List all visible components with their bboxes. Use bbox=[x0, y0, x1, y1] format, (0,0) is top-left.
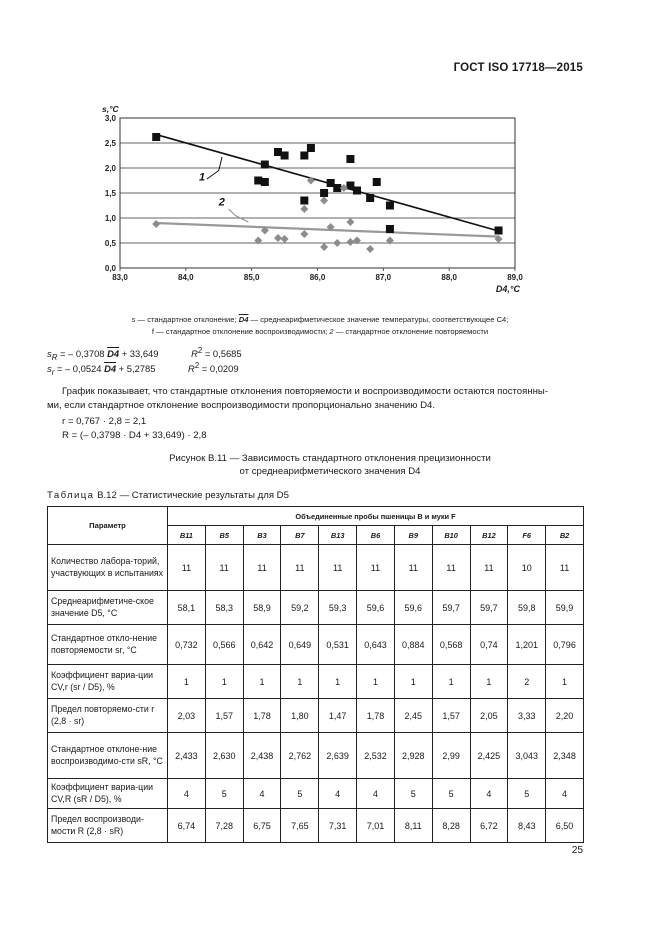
paragraph-line-2: ми, если стандартное отклонение воспроизводимости пропорционально значению D4. bbox=[47, 400, 436, 411]
table-cell: 11 bbox=[432, 545, 470, 591]
table-cell: 1 bbox=[243, 665, 281, 699]
column-header: B3 bbox=[243, 526, 281, 545]
data-point-diamond bbox=[300, 230, 308, 238]
data-point-square bbox=[346, 155, 354, 163]
table-cell: 0,884 bbox=[394, 625, 432, 665]
row-label: Коэффициент вариа-ции CV,R (sR / D5), % bbox=[48, 779, 168, 809]
table-cell: 2,630 bbox=[205, 733, 243, 779]
table-cell: 2,425 bbox=[470, 733, 508, 779]
param-header: Параметр bbox=[48, 507, 168, 545]
data-point-diamond bbox=[281, 235, 289, 243]
table-cell: 58,9 bbox=[243, 591, 281, 625]
table-cell: 59,8 bbox=[508, 591, 546, 625]
group-header: Объединенные пробы пшеницы В и муки F bbox=[168, 507, 584, 526]
row-label: Среднеарифметиче-ское значение D5, °С bbox=[48, 591, 168, 625]
data-point-diamond bbox=[320, 243, 328, 251]
table-cell: 7,65 bbox=[281, 809, 319, 843]
statistics-table bbox=[47, 506, 584, 843]
table-cell: 0,74 bbox=[470, 625, 508, 665]
table-cell: 11 bbox=[319, 545, 357, 591]
data-point-square bbox=[152, 133, 160, 141]
figure-caption bbox=[60, 452, 600, 478]
row-label: Коэффициент вариа-ции CV,r (sr / D5), % bbox=[48, 665, 168, 699]
table-cell: 6,72 bbox=[470, 809, 508, 843]
table-cell: 2,99 bbox=[432, 733, 470, 779]
table-cell: 4 bbox=[168, 779, 206, 809]
table-cell: 1,78 bbox=[357, 699, 395, 733]
formula-r: r = 0,767 · 2,8 = 2,1 bbox=[62, 416, 147, 427]
data-point-diamond bbox=[320, 197, 328, 205]
table-cell: 58,3 bbox=[205, 591, 243, 625]
x-tick-label: 83,0 bbox=[112, 273, 128, 282]
table-cell: 59,2 bbox=[281, 591, 319, 625]
line-label-2: 2 bbox=[218, 196, 225, 209]
table-cell: 1 bbox=[394, 665, 432, 699]
y-tick-label: 1,5 bbox=[104, 189, 116, 198]
table-cell: 59,3 bbox=[319, 591, 357, 625]
table-cell: 5 bbox=[432, 779, 470, 809]
equation-sR: $s_R$ = – 0,3708 D4 + 33,649 $R^2 = 0,5685$ bbox=[47, 346, 242, 362]
data-point-square bbox=[307, 144, 315, 152]
table-cell: 0,642 bbox=[243, 625, 281, 665]
table-cell: 5 bbox=[281, 779, 319, 809]
column-header: B6 bbox=[357, 526, 395, 545]
table-cell: 59,6 bbox=[394, 591, 432, 625]
data-point-diamond bbox=[333, 239, 341, 247]
table-cell: 1,78 bbox=[243, 699, 281, 733]
data-point-square bbox=[386, 225, 394, 233]
table-cell: 6,74 bbox=[168, 809, 206, 843]
table-cell: 2,928 bbox=[394, 733, 432, 779]
row-label: Предел повторяемо-сти r (2,8 · sr) bbox=[48, 699, 168, 733]
y-tick-label: 2,5 bbox=[104, 139, 116, 148]
table-cell: 4 bbox=[357, 779, 395, 809]
data-point-square bbox=[261, 178, 269, 186]
line-label-1: 1 bbox=[199, 171, 206, 184]
data-point-square bbox=[353, 187, 361, 195]
table-row bbox=[48, 591, 584, 625]
table-cell: 2,45 bbox=[394, 699, 432, 733]
row-label: Стандартное откло-нение повторяемости sr, °С bbox=[48, 625, 168, 665]
data-point-diamond bbox=[300, 205, 308, 213]
table-cell: 59,6 bbox=[357, 591, 395, 625]
table-cell: 59,7 bbox=[432, 591, 470, 625]
table-row bbox=[48, 665, 584, 699]
y-tick-label: 1,0 bbox=[104, 214, 116, 223]
table-cell: 11 bbox=[243, 545, 281, 591]
table-cell: 0,649 bbox=[281, 625, 319, 665]
data-point-diamond bbox=[152, 220, 160, 228]
y-axis-label: s,°C bbox=[102, 104, 119, 114]
table-cell: 2,05 bbox=[470, 699, 508, 733]
table-cell: 5 bbox=[394, 779, 432, 809]
table-cell: 7,31 bbox=[319, 809, 357, 843]
data-point-diamond bbox=[274, 234, 282, 242]
table-row bbox=[48, 545, 584, 591]
table-cell: 1 bbox=[432, 665, 470, 699]
table-cell: 2,348 bbox=[546, 733, 584, 779]
table-row bbox=[48, 625, 584, 665]
data-point-square bbox=[366, 194, 374, 202]
table-cell: 3,33 bbox=[508, 699, 546, 733]
y-tick-label: 0,5 bbox=[104, 239, 116, 248]
x-tick-label: 89,0 bbox=[507, 273, 523, 282]
table-cell: 1,47 bbox=[319, 699, 357, 733]
page-number: 25 bbox=[571, 845, 583, 856]
table-cell: 10 bbox=[508, 545, 546, 591]
table-cell: 0,796 bbox=[546, 625, 584, 665]
table-cell: 11 bbox=[546, 545, 584, 591]
table-cell: 1 bbox=[281, 665, 319, 699]
data-point-square bbox=[300, 152, 308, 160]
x-tick-label: 84,0 bbox=[178, 273, 194, 282]
x-tick-label: 85,0 bbox=[243, 273, 260, 282]
column-header: B5 bbox=[205, 526, 243, 545]
table-cell: 1 bbox=[168, 665, 206, 699]
column-header: B13 bbox=[319, 526, 357, 545]
column-header: F6 bbox=[508, 526, 546, 545]
x-axis-label: D4,°C bbox=[495, 284, 520, 294]
table-cell: 2,03 bbox=[168, 699, 206, 733]
table-cell: 4 bbox=[546, 779, 584, 809]
table-cell: 1 bbox=[205, 665, 243, 699]
table-row bbox=[48, 699, 584, 733]
x-tick-label: 86,0 bbox=[309, 273, 326, 282]
table-cell: 11 bbox=[205, 545, 243, 591]
table-cell: 1 bbox=[546, 665, 584, 699]
table-row bbox=[48, 809, 584, 843]
table-cell: 7,01 bbox=[357, 809, 395, 843]
row-label: Стандартное отклоне-ние воспроизводимо-сти sR, °С bbox=[48, 733, 168, 779]
table-cell: 1 bbox=[470, 665, 508, 699]
table-cell: 4 bbox=[319, 779, 357, 809]
data-point-square bbox=[495, 227, 503, 235]
x-tick-label: 87,0 bbox=[375, 273, 392, 282]
data-point-square bbox=[320, 189, 328, 197]
equation-sr: $s_r$ = – 0,0524 D4 + 5,2785 $R^2 = 0,0209$ bbox=[47, 361, 239, 377]
figure-caption-line-1: Рисунок В.11 — Зависимость стандартного отклонения прецизионности bbox=[169, 453, 491, 464]
table-cell: 59,7 bbox=[470, 591, 508, 625]
table-cell: 0,732 bbox=[168, 625, 206, 665]
data-point-square bbox=[261, 161, 269, 169]
table-cell: 0,566 bbox=[205, 625, 243, 665]
table-cell: 2,20 bbox=[546, 699, 584, 733]
table-cell: 4 bbox=[470, 779, 508, 809]
figure-caption-line-2: от среднеарифметического значения D4 bbox=[239, 466, 421, 477]
table-cell: 8,43 bbox=[508, 809, 546, 843]
table-cell: 5 bbox=[508, 779, 546, 809]
table-cell: 8,11 bbox=[394, 809, 432, 843]
y-tick-label: 3,0 bbox=[104, 114, 116, 123]
table-cell: 2,433 bbox=[168, 733, 206, 779]
table-cell: 6,50 bbox=[546, 809, 584, 843]
table-cell: 1,201 bbox=[508, 625, 546, 665]
table-cell: 2,762 bbox=[281, 733, 319, 779]
y-tick-label: 0,0 bbox=[104, 264, 116, 273]
table-cell: 4 bbox=[243, 779, 281, 809]
y-tick-label: 2,0 bbox=[104, 164, 116, 173]
precision-scatter-chart bbox=[95, 98, 535, 298]
table-cell: 2 bbox=[508, 665, 546, 699]
column-header: B2 bbox=[546, 526, 584, 545]
table-cell: 0,531 bbox=[319, 625, 357, 665]
table-caption: Таблица В.12 — Статистические результаты для D5 bbox=[47, 490, 289, 501]
table-cell: 1,57 bbox=[432, 699, 470, 733]
row-label: Предел воспроизводи-мости R (2,8 · sR) bbox=[48, 809, 168, 843]
table-cell: 1,80 bbox=[281, 699, 319, 733]
table-cell: 11 bbox=[281, 545, 319, 591]
column-header: B11 bbox=[168, 526, 206, 545]
table-row bbox=[48, 779, 584, 809]
table-cell: 59,9 bbox=[546, 591, 584, 625]
table-cell: 0,568 bbox=[432, 625, 470, 665]
document-header: ГОСТ ISO 17718—2015 bbox=[453, 62, 583, 74]
table-cell: 11 bbox=[168, 545, 206, 591]
column-header: B12 bbox=[470, 526, 508, 545]
row-label: Количество лабора-торий, участвующих в испытаниях bbox=[48, 545, 168, 591]
table-cell: 11 bbox=[357, 545, 395, 591]
table-cell: 1 bbox=[357, 665, 395, 699]
data-point-square bbox=[373, 178, 381, 186]
table-cell: 11 bbox=[394, 545, 432, 591]
data-point-square bbox=[281, 152, 289, 160]
column-header: B7 bbox=[281, 526, 319, 545]
data-point-square bbox=[386, 202, 394, 210]
paragraph-line-1: График показывает, что стандартные отклонения повторяемости и воспроизводимости остаются постоянны- bbox=[62, 386, 549, 397]
data-point-square bbox=[300, 197, 308, 205]
legend-line-2: f — стандартное отклонение воспроизводимости; 2 — стандартное отклонение повторяемости bbox=[151, 327, 489, 336]
line-label-2-pointer bbox=[229, 209, 249, 222]
data-point-diamond bbox=[346, 218, 354, 226]
table-cell: 0,643 bbox=[357, 625, 395, 665]
chart-legend bbox=[40, 314, 600, 338]
table-cell: 6,75 bbox=[243, 809, 281, 843]
table-row bbox=[48, 733, 584, 779]
formula-R: R = (– 0,3798 · D4 + 33,649) · 2,8 bbox=[62, 430, 207, 441]
table-cell: 11 bbox=[470, 545, 508, 591]
table-cell: 5 bbox=[205, 779, 243, 809]
data-point-diamond bbox=[346, 238, 354, 246]
column-header: B9 bbox=[394, 526, 432, 545]
data-point-diamond bbox=[366, 245, 374, 253]
table-cell: 2,639 bbox=[319, 733, 357, 779]
column-header: B10 bbox=[432, 526, 470, 545]
trend-line-2 bbox=[156, 223, 498, 237]
table-cell: 2,438 bbox=[243, 733, 281, 779]
table-cell: 2,532 bbox=[357, 733, 395, 779]
x-tick-label: 88,0 bbox=[441, 273, 457, 282]
table-cell: 3,043 bbox=[508, 733, 546, 779]
legend-line-1: s — стандартное отклонение; D4 — среднеарифметическое значение температуры, соответствующее С4; bbox=[131, 315, 509, 324]
table-cell: 1,57 bbox=[205, 699, 243, 733]
table-cell: 8,28 bbox=[432, 809, 470, 843]
table-cell: 7,28 bbox=[205, 809, 243, 843]
table-cell: 1 bbox=[319, 665, 357, 699]
table-cell: 58,1 bbox=[168, 591, 206, 625]
